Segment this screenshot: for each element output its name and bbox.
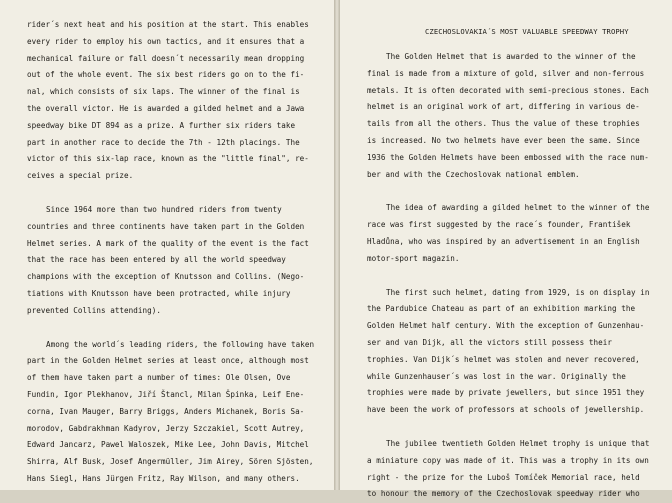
right-paragraph-3: [367, 285, 672, 419]
text-line: the overall victor. He is awarded a gilded helmet and a Jawa: [27, 103, 305, 113]
text-line: part in another race to decide the 7th - 12th placings. The: [27, 137, 300, 147]
text-line: is increased. No two helmets have ever been the same. Since: [367, 135, 640, 145]
text-line: trophies were made by private jewellers, but since 1951 they: [367, 388, 645, 398]
text-line: final is made from a mixture of gold, silver and non-ferrous: [367, 68, 645, 78]
right-paragraph-2: [367, 200, 672, 267]
left-paragraph-1: [27, 17, 334, 185]
right-paragraph-4: [367, 436, 672, 503]
text-line: trophies. Van Dijk´s helmet was stolen and never recovered,: [367, 354, 640, 364]
left-paragraph-3: [27, 337, 334, 488]
text-line: rider´s next heat and his position at the start. This enables: [27, 20, 309, 29]
left-paragraph-2: [27, 202, 334, 320]
right-paragraph-1: [367, 49, 672, 183]
text-line: 1936 the Golden Helmets have been embossed with the race num-: [367, 152, 649, 162]
text-line: speedway bike DT 894 as a prize. A further six riders take: [27, 120, 296, 130]
text-line: mechanical failure or fall doesn´t necessarily mean dropping: [27, 53, 305, 63]
text-line: Since 1964 more than two hundred riders from twenty: [46, 204, 282, 214]
text-line: Golden Helmet half century. With the exception of Gunzenhau-: [367, 321, 645, 331]
text-line: Edward Jancarz, Pawel Waloszek, Mike Lee, John Davis, Mitchel: [27, 440, 309, 450]
text-line: that the race has been entered by all the world speedway: [27, 255, 286, 265]
left-page: [0, 0, 334, 490]
text-line: motor-sport magazin.: [367, 253, 460, 263]
text-line: Helmet series. A mark of the quality of the event is the fact: [27, 238, 309, 248]
text-line: The idea of awarding a gilded helmet to the winner of the: [386, 203, 650, 213]
text-line: ser and van Dijk, all the victors still possess their: [367, 337, 612, 347]
text-line: of them have taken part a number of times: Ole Olsen, Ove: [27, 373, 291, 383]
text-line: a miniature copy was made of it. This was a trophy in its own: [367, 455, 649, 465]
text-line: corna, Ivan Mauger, Barry Briggs, Anders Michanek, Boris Sa-: [27, 406, 305, 416]
text-line: helmet is an original work of art, differing in various de-: [367, 102, 640, 112]
text-line: while Gunzenhauser´s was lost in the war. Originally the: [367, 371, 626, 381]
text-line: champions with the exception of Knutsson and Collins. (Nego-: [27, 272, 305, 282]
text-line: to honour the memory of the Czechoslovak speedway rider who: [367, 489, 640, 499]
text-line: nal, which consists of six laps. The winner of the final is: [27, 87, 300, 97]
text-line: ceives a special prize.: [27, 171, 134, 181]
right-page: [340, 0, 672, 499]
text-line: metals. It is often decorated with semi-precious stones. Each: [367, 85, 649, 95]
text-line: tiations with Knutsson have been protracted, while injury: [27, 288, 291, 298]
text-line: The Golden Helmet that is awarded to the winner of the: [386, 52, 636, 61]
text-line: the Pardubice Chateau as part of an exhibition marking the: [367, 304, 636, 314]
text-line: part in the Golden Helmet series at least once, although most: [27, 356, 309, 366]
chapter-heading: CZECHOSLOVAKIA´S MOST VALUABLE SPEEDWAY TROPHY: [425, 27, 629, 36]
text-line: Among the world´s leading riders, the following have taken: [46, 339, 315, 349]
text-line: right - the prize for the Luboš Tomíček Memorial race, held: [367, 472, 640, 482]
text-line: Hladůna, who was inspired by an advertisement in an English: [367, 236, 640, 246]
text-line: prevented Collins attending).: [27, 305, 162, 315]
text-line: race was first suggested by the race´s founder, František: [367, 220, 631, 230]
text-line: ber and with the Czechoslovak national emblem.: [367, 169, 580, 179]
text-line: every rider to employ his own tactics, and it ensures that a: [27, 36, 305, 46]
text-line: The first such helmet, dating from 1929, is on display in: [386, 287, 650, 297]
text-line: Shirra, Alf Busk, Josef Angermüller, Jim Airey, Sören Sjösten,: [27, 457, 314, 467]
text-line: Fundin, Igor Plekhanov, Jiří Štancl, Milan Špinka, Leif Ene-: [27, 389, 305, 399]
text-line: have been the work of professors at schools of jewellership.: [367, 405, 645, 415]
text-line: The jubilee twentieth Golden Helmet trophy is unique that: [386, 438, 650, 448]
text-line: out of the whole event. The six best riders go on to the fi-: [27, 70, 305, 80]
text-line: Hans Siegl, Hans Jürgen Fritz, Ray Wilson, and many others.: [27, 473, 300, 483]
text-line: countries and three continents have taken part in the Golden: [27, 221, 305, 231]
text-line: morodov, Gabdrakhman Kadyrov, Jerzy Szczakiel, Scott Autrey,: [27, 423, 305, 433]
text-line: victor of this six-lap race, known as the "little final", re-: [27, 154, 309, 164]
text-line: tails from all the others. Thus the value of these trophies: [367, 119, 640, 129]
